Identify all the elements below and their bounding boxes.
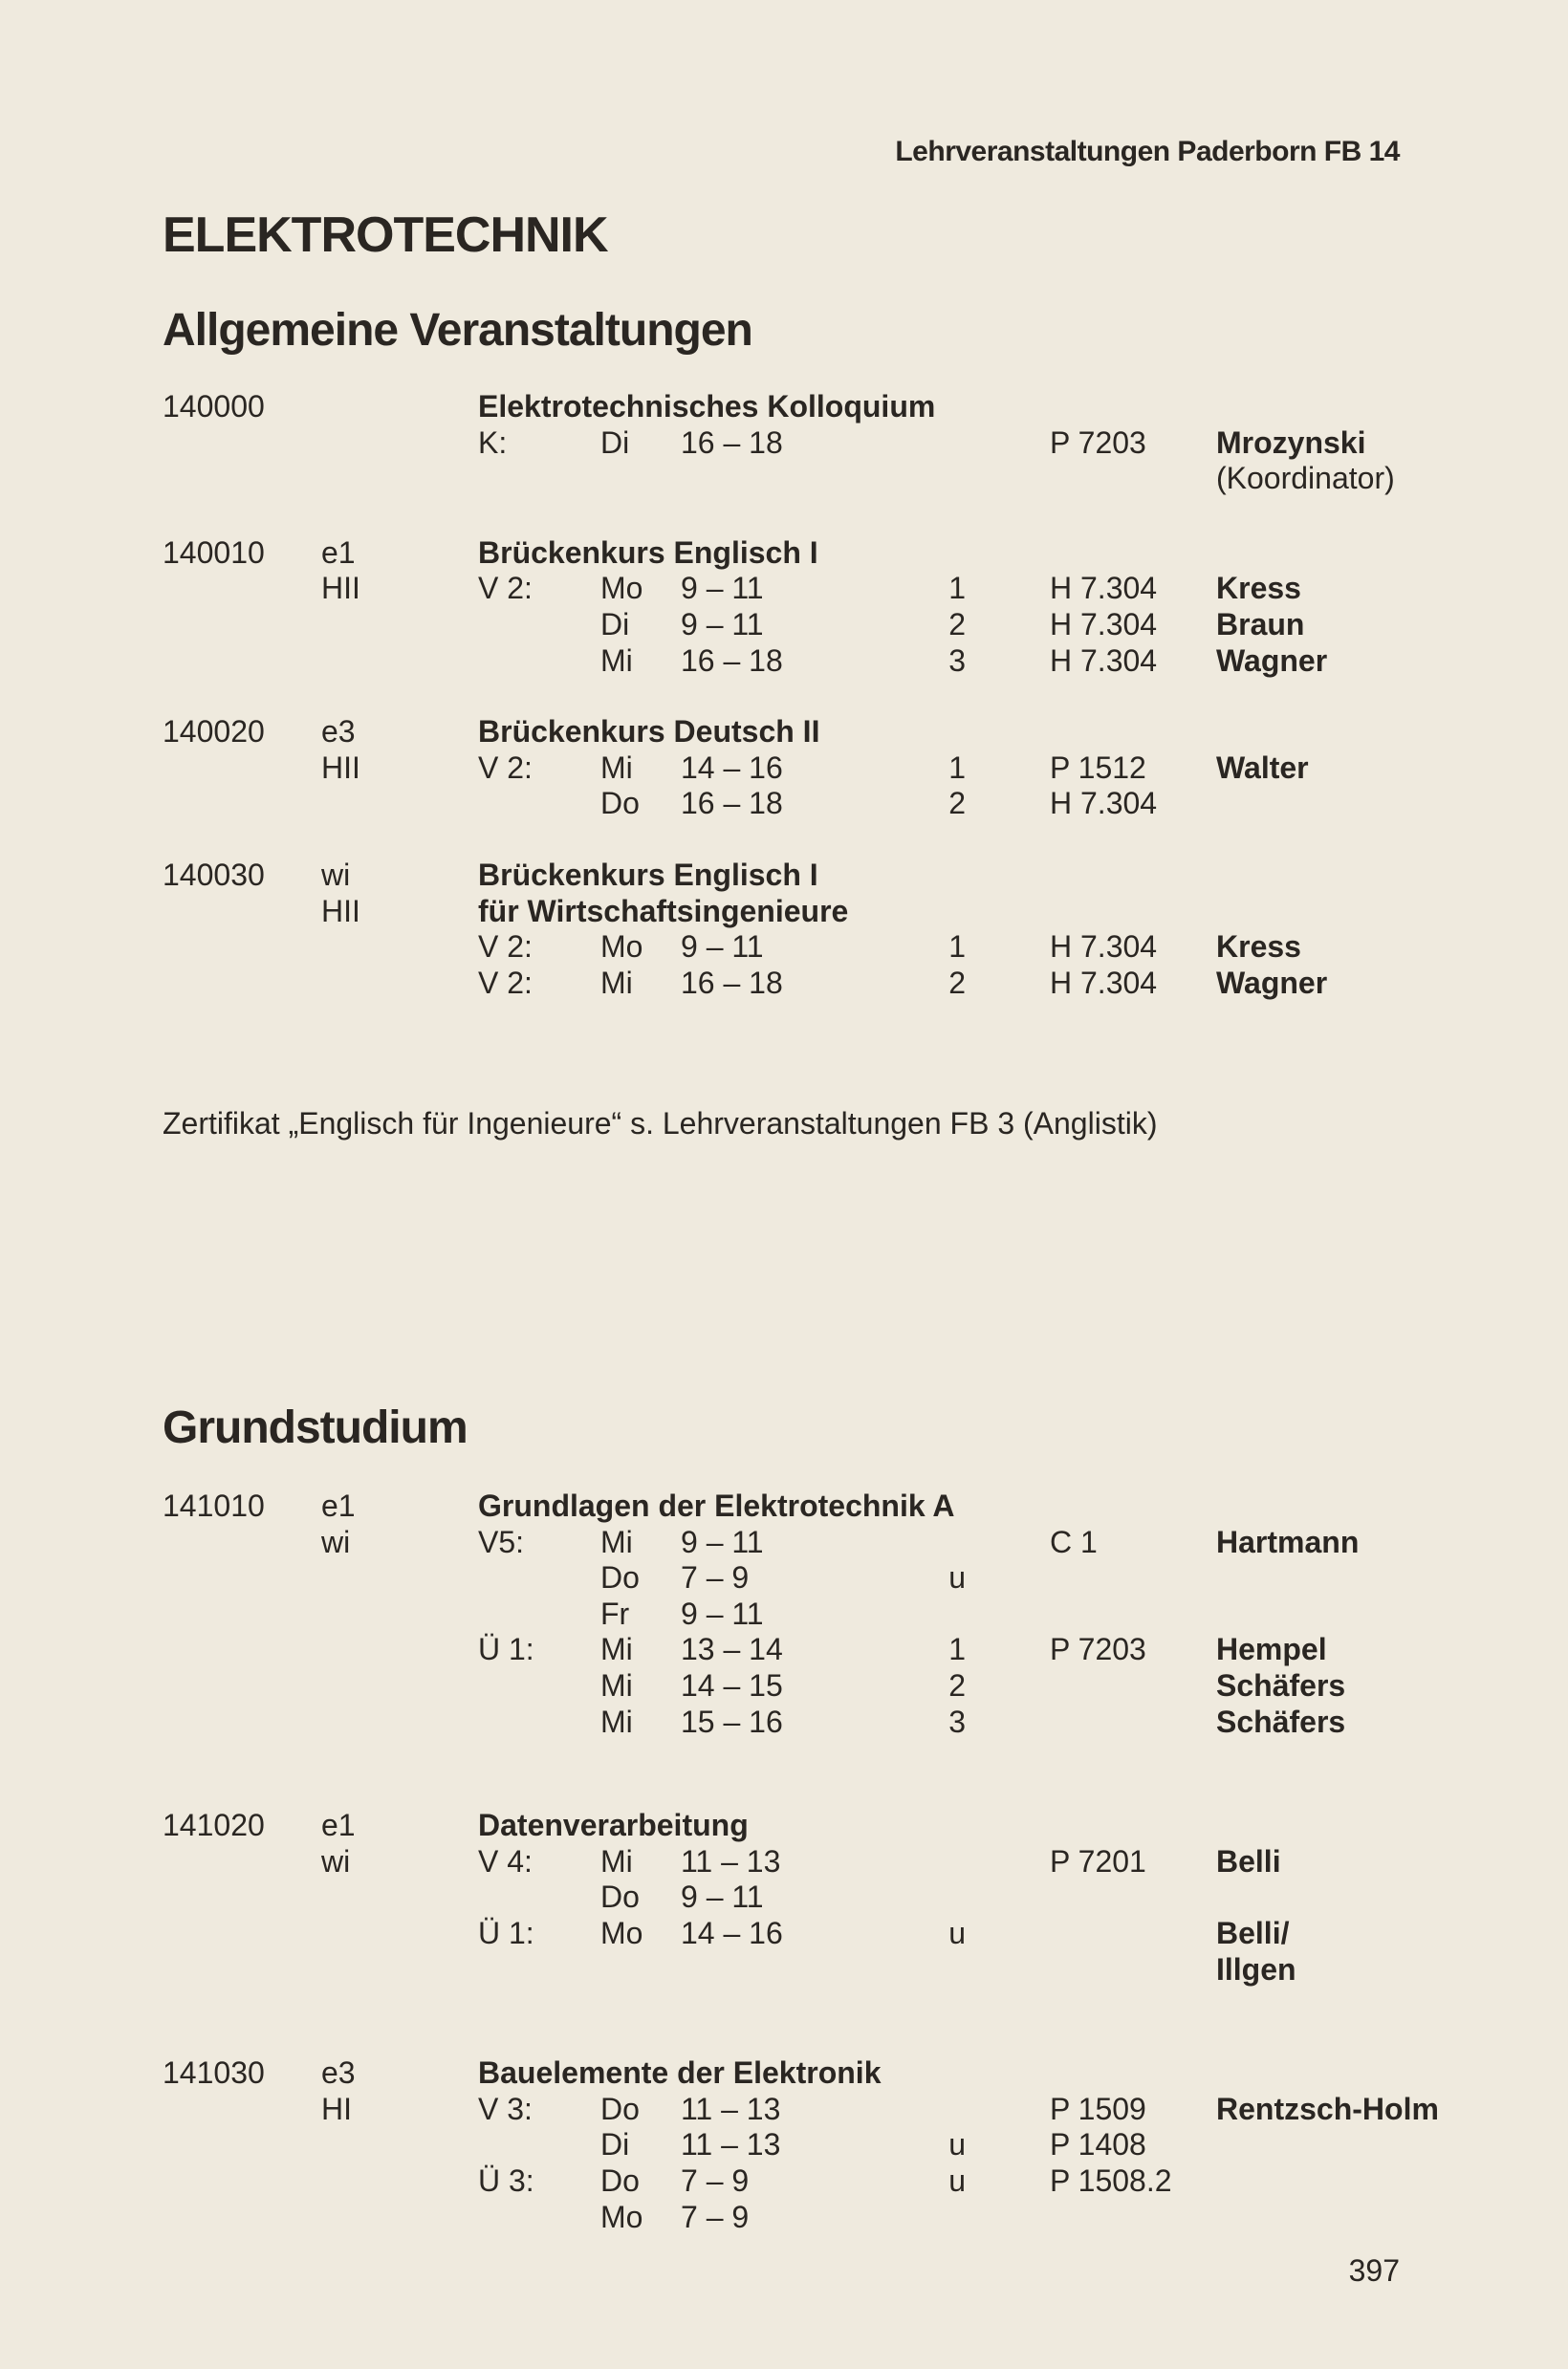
course-title: Bauelemente der Elektronik (478, 2055, 882, 2091)
session-group: u (948, 2163, 966, 2198)
session-day: Mi (600, 1843, 633, 1879)
session-row (0, 1667, 1568, 1704)
course-code: wi (321, 1843, 351, 1879)
session-time: 16 – 18 (681, 786, 783, 821)
session-row (0, 2126, 1568, 2163)
session-type: V 2: (478, 929, 533, 965)
session-room: P 1408 (1050, 2127, 1146, 2163)
session-type: Ü 1: (478, 1632, 534, 1667)
lecturer-name: Belli (1216, 1843, 1281, 1879)
session-group: 1 (948, 750, 966, 785)
session-group: u (948, 2127, 966, 2163)
session-row (0, 965, 1568, 1001)
session-group: 3 (948, 1704, 966, 1739)
session-room: H 7.304 (1050, 929, 1158, 965)
session-group: 2 (948, 965, 966, 1000)
session-day: Di (600, 607, 630, 641)
session-row (0, 1951, 1568, 1988)
lecturer-name: Wagner (1216, 642, 1328, 678)
session-group: 2 (948, 607, 966, 641)
session-room: H 7.304 (1050, 571, 1158, 606)
session-row (0, 1559, 1568, 1596)
session-day: Do (600, 2163, 640, 2198)
session-row (0, 1915, 1568, 1951)
session-row (0, 785, 1568, 821)
session-row (0, 424, 1568, 461)
session-room: H 7.304 (1050, 965, 1158, 1000)
session-row (0, 1631, 1568, 1667)
session-row (0, 570, 1568, 606)
session-row (0, 1704, 1568, 1740)
lecturer-name: Illgen (1216, 1951, 1296, 1987)
session-day: Mi (600, 1632, 633, 1667)
lecturer-name: Rentzsch-Holm (1216, 2091, 1439, 2126)
lecturer-name: (Koordinator) (1216, 461, 1395, 496)
course-title-row (0, 388, 1568, 424)
session-time: 9 – 11 (681, 607, 764, 641)
session-room: P 1508.2 (1050, 2163, 1172, 2198)
course-title: Elektrotechnisches Kolloquium (478, 389, 936, 424)
session-type: Ü 3: (478, 2163, 534, 2198)
session-row (0, 1879, 1568, 1915)
session-room: P 7203 (1050, 1632, 1146, 1667)
course-number: 141030 (163, 2055, 265, 2091)
lecturer-name: Braun (1216, 607, 1305, 641)
session-room: H 7.304 (1050, 607, 1158, 641)
session-row (0, 2163, 1568, 2199)
session-time: 9 – 11 (681, 1596, 764, 1631)
session-room: P 7203 (1050, 424, 1146, 460)
course-code: HI (321, 2091, 352, 2126)
session-time: 9 – 11 (681, 929, 764, 965)
session-room: P 1512 (1050, 750, 1146, 785)
session-time: 16 – 18 (681, 424, 783, 460)
course-title-row (0, 713, 1568, 750)
session-day: Fr (600, 1596, 630, 1631)
course-number: 140000 (163, 389, 265, 424)
course-title-row (0, 2054, 1568, 2091)
course-title: für Wirtschaftsingenieure (478, 893, 849, 928)
course-title: Brückenkurs Englisch I (478, 534, 818, 570)
session-group: 1 (948, 571, 966, 606)
session-group: 2 (948, 786, 966, 821)
session-time: 7 – 9 (681, 1560, 750, 1596)
session-row (0, 1843, 1568, 1880)
lecturer-name: Kress (1216, 571, 1301, 606)
course-title: Grundlagen der Elektrotechnik A (478, 1489, 955, 1523)
lecturer-name: Walter (1216, 750, 1309, 785)
session-row (0, 1524, 1568, 1560)
session-group: 1 (948, 1632, 966, 1667)
course-code: wi (321, 1524, 351, 1559)
course-number: 141020 (163, 1808, 265, 1843)
session-room: C 1 (1050, 1524, 1098, 1559)
course-title-row (0, 893, 1568, 929)
department-title: ELEKTROTECHNIK (163, 207, 608, 263)
running-header: Lehrveranstaltungen Paderborn FB 14 (895, 136, 1400, 167)
session-row (0, 1596, 1568, 1632)
session-group: u (948, 1916, 966, 1950)
session-day: Do (600, 1880, 640, 1915)
lecturer-name: Hempel (1216, 1632, 1327, 1667)
session-day: Di (600, 424, 630, 460)
session-row (0, 928, 1568, 965)
lecturer-name: Kress (1216, 929, 1301, 965)
lecturer-name: Schäfers (1216, 1704, 1346, 1739)
course-title: Brückenkurs Englisch I (478, 858, 818, 892)
course-title-row (0, 534, 1568, 571)
session-day: Do (600, 1560, 640, 1596)
session-day: Mi (600, 642, 633, 678)
session-row (0, 2091, 1568, 2127)
session-time: 15 – 16 (681, 1704, 783, 1739)
session-type: V 3: (478, 2091, 533, 2126)
session-time: 16 – 18 (681, 965, 783, 1000)
session-time: 16 – 18 (681, 642, 783, 678)
course-code: e1 (321, 1808, 356, 1843)
session-group: 1 (948, 929, 966, 965)
session-time: 14 – 15 (681, 1668, 783, 1703)
session-day: Mo (600, 2199, 643, 2234)
session-type: K: (478, 424, 508, 460)
session-room: H 7.304 (1050, 786, 1158, 821)
session-day: Mo (600, 929, 643, 965)
section-title-allgemeine: Allgemeine Veranstaltungen (163, 305, 752, 356)
session-time: 11 – 13 (681, 2091, 781, 2126)
course-title-row (0, 1807, 1568, 1843)
lecturer-name: Schäfers (1216, 1668, 1346, 1703)
session-day: Mo (600, 571, 643, 606)
session-group: u (948, 1560, 966, 1596)
course-code: e3 (321, 714, 356, 750)
session-row (0, 2199, 1568, 2235)
course-code: wi (321, 858, 351, 892)
session-row (0, 460, 1568, 496)
course-title: Datenverarbeitung (478, 1808, 749, 1843)
lecturer-name: Mrozynski (1216, 424, 1366, 460)
course-number: 140030 (163, 858, 265, 892)
course-number: 140010 (163, 534, 265, 570)
session-group: 3 (948, 642, 966, 678)
session-row (0, 750, 1568, 786)
session-room: P 1509 (1050, 2091, 1146, 2126)
session-room: P 7201 (1050, 1843, 1146, 1879)
session-day: Mi (600, 1524, 633, 1559)
course-number: 140020 (163, 714, 265, 750)
page-number: 397 (1348, 2253, 1400, 2288)
session-time: 13 – 14 (681, 1632, 783, 1667)
session-type: V5: (478, 1524, 525, 1559)
session-day: Do (600, 2091, 640, 2126)
course-title: Brückenkurs Deutsch II (478, 714, 820, 750)
session-day: Mi (600, 1704, 633, 1739)
session-time: 7 – 9 (681, 2199, 750, 2234)
session-row (0, 606, 1568, 642)
session-day: Mi (600, 1668, 633, 1703)
session-type: V 2: (478, 750, 533, 785)
session-time: 9 – 11 (681, 571, 764, 606)
course-code: e1 (321, 1489, 356, 1523)
course-title-row (0, 1488, 1568, 1524)
lecturer-name: Hartmann (1216, 1524, 1360, 1559)
session-room: H 7.304 (1050, 642, 1158, 678)
course-code: HII (321, 571, 360, 606)
session-time: 11 – 13 (681, 1843, 781, 1879)
session-group: 2 (948, 1668, 966, 1703)
session-day: Mo (600, 1916, 643, 1950)
session-type: Ü 1: (478, 1916, 534, 1950)
session-time: 9 – 11 (681, 1880, 764, 1915)
session-day: Mi (600, 965, 633, 1000)
session-time: 14 – 16 (681, 750, 783, 785)
lecturer-name: Belli/ (1216, 1916, 1290, 1950)
session-day: Do (600, 786, 640, 821)
section-title-grundstudium: Grundstudium (163, 1402, 468, 1453)
session-type: V 2: (478, 965, 533, 1000)
session-type: V 4: (478, 1843, 533, 1879)
session-time: 14 – 16 (681, 1916, 783, 1950)
session-day: Di (600, 2127, 630, 2163)
session-time: 9 – 11 (681, 1524, 764, 1559)
certificate-note: Zertifikat „Englisch für Ingenieure“ s. Lehrveranstaltungen FB 3 (Anglistik) (163, 1106, 1158, 1141)
course-number: 141010 (163, 1489, 265, 1523)
course-code: HII (321, 893, 360, 928)
session-type: V 2: (478, 571, 533, 606)
course-code: HII (321, 750, 360, 785)
lecturer-name: Wagner (1216, 965, 1328, 1000)
session-row (0, 642, 1568, 679)
course-code: e3 (321, 2055, 356, 2091)
course-title-row (0, 857, 1568, 893)
session-time: 11 – 13 (681, 2127, 781, 2163)
session-time: 7 – 9 (681, 2163, 750, 2198)
session-day: Mi (600, 750, 633, 785)
course-code: e1 (321, 534, 356, 570)
